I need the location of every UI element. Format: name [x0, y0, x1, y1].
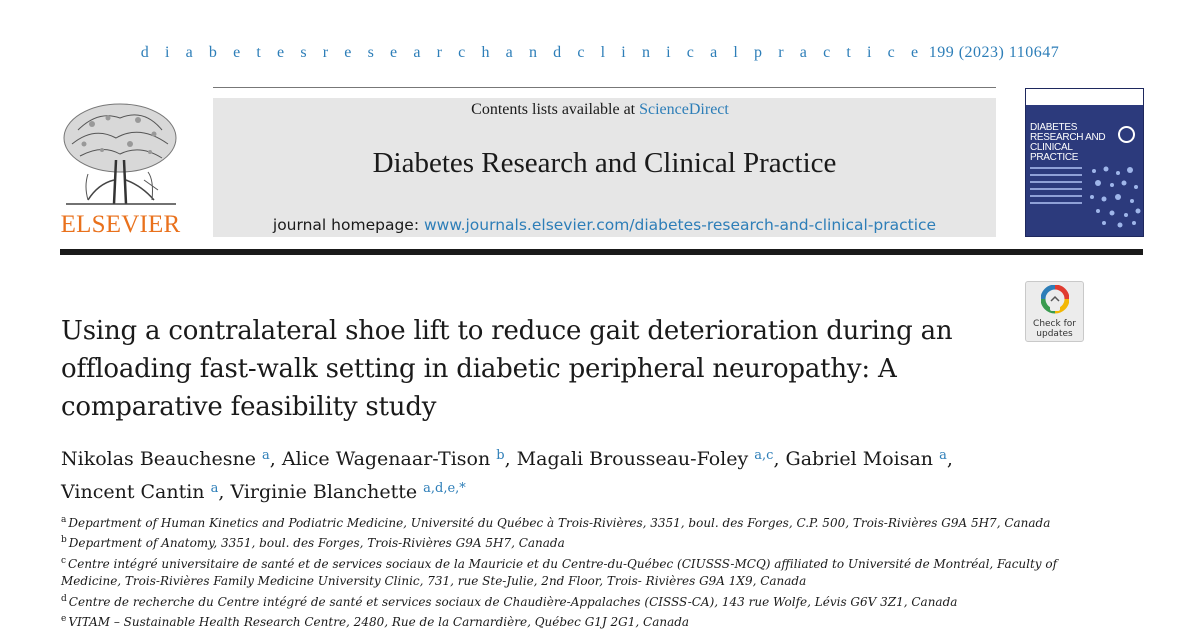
author-list: [61, 441, 1061, 507]
journal-homepage-link[interactable]: www.journals.elsevier.com/diabetes-research-and-clinical-practice: [423, 216, 937, 234]
affiliation-key: a: [61, 515, 67, 525]
author-affiliation-ref[interactable]: b: [496, 448, 505, 463]
header-top-rule: [213, 87, 996, 88]
author-name[interactable]: Virginie Blanchette: [230, 481, 418, 503]
affiliation-key: c: [61, 555, 67, 566]
journal-abbrev: d i a b e t e s r e s e a r c h a n d c l i n i c a l p r a c t i c e: [140, 44, 925, 61]
elsevier-wordmark: ELSEVIER: [60, 211, 181, 238]
author-affiliation-ref[interactable]: a: [210, 481, 219, 496]
elsevier-logo[interactable]: [58, 100, 183, 239]
affiliation-item: [61, 512, 1061, 532]
affiliation-text: Medicine, Trois-Rivières Family Medicine University Clinic, 731, rue Ste-Julie, 2nd Floor, Trois- Rivières G9A 1X9, Canada: [61, 574, 807, 589]
author-affiliation-ref[interactable]: a: [939, 448, 947, 463]
author-affiliation-ref[interactable]: a,d,e,*: [423, 481, 466, 496]
authors-line-1: Nikolas Beauchesne $^a$, Alice Wagenaar-Tison $^b$, Magali Brousseau-Foley $^{a,c}$, Gabriel Moisan $^a$,: [61, 448, 953, 470]
volume-info: 199 (2023) 110647: [928, 44, 1060, 61]
check-label-line2: updates: [1036, 329, 1073, 339]
cover-title: DIABETES RESEARCH AND CLINICAL PRACTICE: [1030, 122, 1106, 163]
cover-text-lines: [1030, 167, 1082, 209]
affiliation-text: Department of Human Kinetics and Podiatric Medicine, Université du Québec à Trois-Rivières, 3351, boul. des Forges, C.P. 500, Trois-Rivières G9A 5H7, Canada: [68, 516, 1051, 530]
author-name[interactable]: Vincent Cantin: [61, 481, 205, 503]
affiliation-text: Department of Anatomy, 3351, boul. des Forges, Trois-Rivières G9A 5H7, Canada: [68, 536, 565, 551]
affiliation-item: [61, 553, 1061, 573]
affiliation-key: e: [61, 614, 67, 625]
affiliation-text: Centre intégré universitaire de santé et de services sociaux de la Mauricie et du Centre-du-Québec (CIUSSS-MCQ) affiliated to Université de Montréal, Faculty of: [68, 556, 1058, 571]
author-name[interactable]: Nikolas Beauchesne: [61, 448, 256, 470]
header-bottom-rule: [60, 249, 1143, 255]
affiliation-item-continued: [61, 573, 1061, 590]
contents-line: [0, 101, 1200, 119]
affiliation-list: [61, 512, 1061, 631]
journal-cover-thumbnail[interactable]: [1025, 88, 1144, 237]
cover-ring-icon: [1118, 126, 1135, 143]
cover-dots-graphic: [1084, 161, 1144, 231]
author-affiliation-ref[interactable]: a,c: [754, 448, 774, 463]
homepage-line: [213, 216, 996, 234]
affiliation-item: [61, 591, 1061, 611]
author-affiliation-ref[interactable]: a: [262, 448, 270, 463]
contents-prefix: Contents lists available at: [471, 101, 640, 118]
check-for-updates-badge[interactable]: [1025, 281, 1084, 342]
affiliation-key: d: [61, 593, 67, 604]
affiliation-text: VITAM – Sustainable Health Research Centre, 2480, Rue de la Carnardière, Québec G1J 2G1, Canada: [68, 615, 690, 630]
affiliation-key: b: [61, 535, 67, 546]
article-title: [61, 312, 961, 426]
title-line-3: comparative feasibility study: [61, 392, 437, 422]
author-name[interactable]: Magali Brousseau-Foley: [516, 448, 749, 470]
cover-header-strip: [1026, 89, 1144, 105]
check-for-updates-label: [1026, 319, 1083, 339]
title-line-1: Using a contralateral shoe lift to reduce gait deterioration during an: [61, 316, 953, 346]
title-line-2: offloading fast-walk setting in diabetic peripheral neuropathy: A: [61, 354, 897, 384]
affiliation-item: [61, 532, 1061, 552]
check-for-updates-icon: [1041, 285, 1069, 317]
authors-line-2: Vincent Cantin $^a$, Virginie Blanchette $^{a,d,e,*}$: [61, 481, 466, 503]
journal-title: Diabetes Research and Clinical Practice: [372, 147, 837, 179]
check-label-line1: Check for: [1033, 319, 1076, 329]
homepage-prefix: journal homepage:: [272, 216, 424, 234]
journal-citation: [0, 44, 1200, 62]
sciencedirect-link[interactable]: ScienceDirect: [639, 101, 729, 118]
author-name[interactable]: Alice Wagenaar-Tison: [281, 448, 491, 470]
affiliation-item: [61, 611, 1061, 631]
author-name[interactable]: Gabriel Moisan: [785, 448, 934, 470]
affiliation-text: Centre de recherche du Centre intégré de santé et services sociaux de Chaudière-Appalaches (CISSS-CA), 143 rue Wolfe, Lévis G6V 3Z1, Canada: [68, 594, 958, 609]
